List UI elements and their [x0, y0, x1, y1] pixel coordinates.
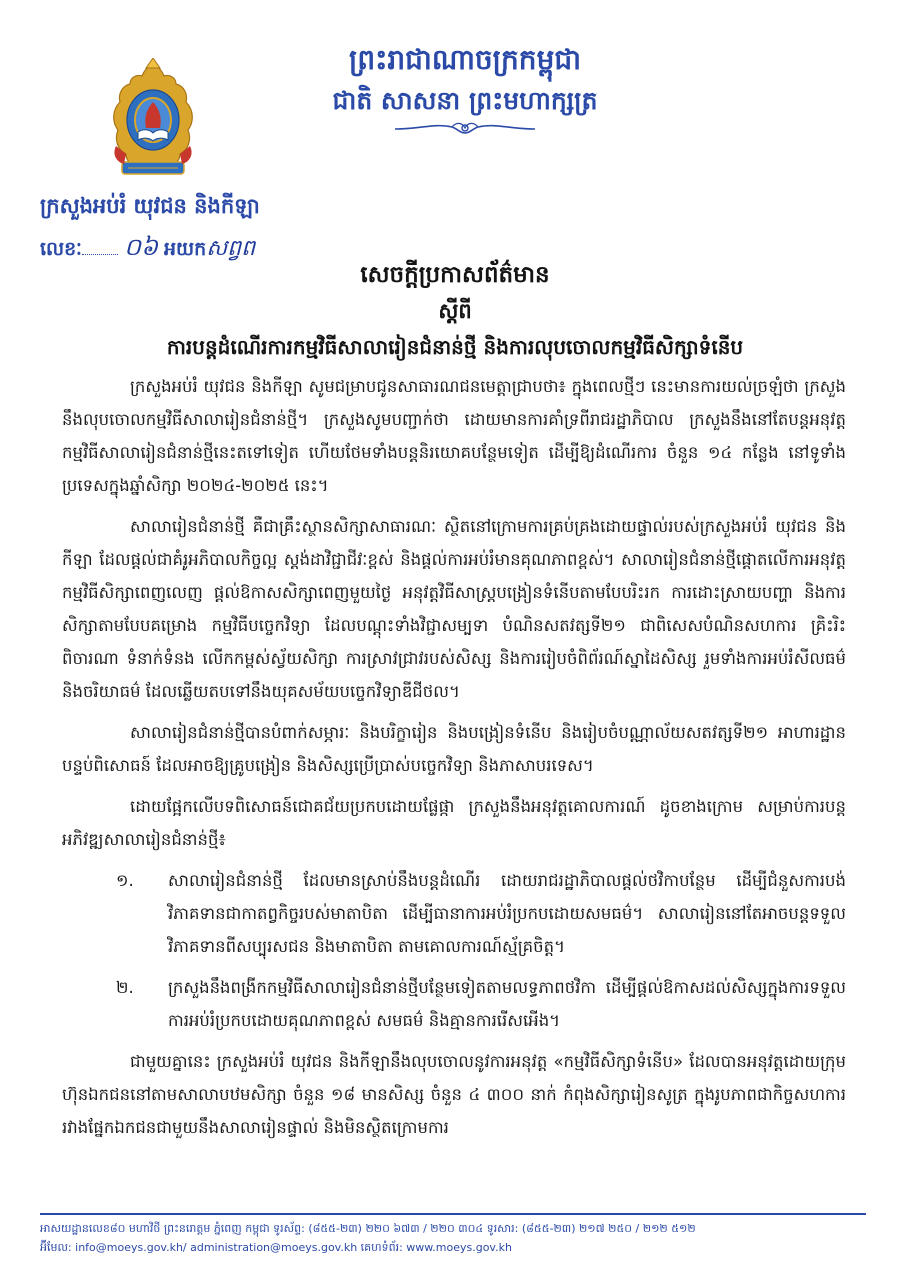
- dotted-fill: [82, 240, 118, 255]
- kingdom-name: ព្រះរាជាណាចក្រកម្ពុជា: [348, 43, 581, 76]
- reference-code-label: អយក: [163, 238, 207, 260]
- paragraph-2: សាលារៀនជំនាន់ថ្មី គឺជាគ្រឹះស្ថានសិក្សាសាធារណៈ ស្ថិតនៅក្រោមការគ្រប់គ្រងដោយផ្ទាល់របស់ក្រសួងអប់រំ យុវជន និងកីឡា ដែលផ្តល់ជាគំរូអភិបាលកិច្ចល្អ ស្តង់ដាវិជ្ជាជីវៈខ្ពស់ និងផ្តល់ការអប់រំមានគុណភាពខ្ពស់។ សាលារៀនជំនាន់ថ្មីផ្តោតលើការអនុវត្តកម្មវិធីសិក្សាពេញលេញ ផ្តល់ឱកាសសិក្សាពេញមួយថ្ងៃ អនុវត្តវិធីសាស្ត្របង្រៀនទំនើបតាមបែបរិះរក ការដោះស្រាយបញ្ហា និងការសិក្សាតាមបែបគម្រោង កម្មវិធីបច្ចេកវិទ្យា ដែលបណ្តុះទាំងវិជ្ជាសម្បទា បំណិនសតវត្សទី២១ ជាពិសេសបំណិនសហការ គ្រិះរិះពិចារណា ទំនាក់ទំនង លើកកម្ពស់ស្វ័យសិក្សា ការស្រាវជ្រាវរបស់សិស្ស និងការរៀបចំពិព័រណ៍ស្នាដៃសិស្ស រួមទាំងការអប់រំសីលធម៌ និងចរិយាធម៌ ដែលឆ្លើយតបទៅនឹងយុគសម័យបច្ចេកវិទ្យាឌីជីថល។: [62, 517, 846, 701]
- footer-address: អាសយដ្ឋានលេខ៨០ មហាវិថី ព្រះនរោត្តម ភ្នំពេញ កម្ពុជា ទូរស័ព្ទ: (៨៥៥-២៣) ២២០ ៦៧៣ / ២២០ ៣០៤ ទូរសារ: (៨៥៥-២៣) ២១៧ ២៥០ / ២១២ ៥១២: [40, 1222, 696, 1235]
- reference-number: ០៦: [123, 233, 158, 261]
- footer: [40, 1213, 866, 1257]
- document-body: [62, 370, 846, 1152]
- reference-label: លេខៈ: [40, 238, 82, 260]
- list-item-number: ១.: [116, 871, 134, 890]
- paragraph-3: សាលារៀនជំនាន់ថ្មីបានបំពាក់សម្ភារៈ និងបរិក្ខារៀន និងបង្រៀនទំនើប និងរៀបចំបណ្ណាល័យសតវត្សទី២១ អាហារដ្ឋាន បន្ទប់ពិសោធន៍ ដែលអាចឱ្យគ្រូបង្រៀន និងសិស្សប្រើប្រាស់បច្ចេកវិទ្យា និងភាសាបរទេស។: [62, 723, 846, 775]
- moeys-emblem-icon: [108, 58, 198, 182]
- list-item-text: សាលារៀនជំនាន់ថ្មី ដែលមានស្រាប់នឹងបន្តដំណើរ ដោយរាជរដ្ឋាភិបាលផ្តល់ថវិកាបន្ថែម ដើម្បីជំនួសការបង់វិភាគទានជាកាតព្វកិច្ចរបស់មាតាបិតា ដើម្បីធានាការអប់រំប្រកបដោយសមធម៌។ សាលារៀននៅតែអាចបន្តទទួលវិភាគទានពីសប្បុរសជន និងមាតាបិតា តាមគោលការណ៍ស្ម័គ្រចិត្ត។: [168, 871, 846, 956]
- closing-paragraph: ជាមួយគ្នានេះ ក្រសួងអប់រំ យុវជន និងកីឡានឹងលុបចោលនូវការអនុវត្ត «កម្មវិធីសិក្សាទំនើប» ដែលបានអនុវត្តដោយក្រុមហ៊ុនឯកជននៅតាមសាលាបឋមសិក្សា ចំនួន ១៨ មានសិស្ស ចំនួន ៤ ៣០០ នាក់ កំពុងសិក្សារៀនសូត្រ ក្នុងរូបភាពជាកិច្ចសហការរវាងផ្នែកឯកជនជាមួយនឹងសាលារៀនផ្ទាល់ និងមិនស្ថិតក្រោមការ: [62, 1052, 846, 1137]
- document-subject: ការបន្តដំណើរការកម្មវិធីសាលារៀនជំនាន់ថ្មី និងការលុបចោលកម្មវិធីសិក្សាទំនើប: [166, 335, 744, 359]
- paragraph-1: ក្រសួងអប់រំ យុវជន និងកីឡា សូមជម្រាបជូនសាធារណជនមេត្តាជ្រាបថា៖ ក្នុងពេលថ្មីៗ នេះមានការយល់ច្រឡំថា ក្រសួងនឹងលុបចោលកម្មវិធីសាលារៀនជំនាន់ថ្មី។ ក្រសួងសូមបញ្ជាក់ថា ដោយមានការគាំទ្រពីរាជរដ្ឋាភិបាល ក្រសួងនឹងនៅតែបន្តអនុវត្តកម្មវិធីសាលារៀនជំនាន់ថ្មីនេះតទៅទៀត ហើយថែមទាំងបន្តនិរយោគបន្ថែមទៀត ដើម្បីឱ្យដំណើរការ ចំនួន ១៤ កន្លែង នៅទូទាំងប្រទេសក្នុងឆ្នាំសិក្សា ២០២៤-២០២៥ នេះ។: [62, 377, 846, 495]
- reference-code-handwritten: សព្វព: [206, 236, 256, 261]
- list-item-number: ២.: [116, 978, 134, 997]
- paragraph-4: ដោយផ្អែកលើបទពិសោធន៍ជោគជ័យប្រកបដោយផ្លែផ្កា ក្រសួងនឹងអនុវត្តគោលការណ៍ ដូចខាងក្រោម សម្រាប់ការបន្តអភិវឌ្ឍសាលារៀនជំនាន់ថ្មី៖: [62, 797, 846, 849]
- national-motto: ជាតិ សាសនា ព្រះមហាក្សត្រ: [332, 86, 598, 115]
- title-block: [60, 256, 850, 366]
- ornament-divider-icon: [390, 120, 540, 138]
- list-item: [62, 864, 846, 963]
- list-item: [62, 971, 846, 1037]
- document-about: ស្តីពី: [438, 299, 472, 323]
- document-title: សេចក្តីប្រកាសព័ត៌មាន: [360, 262, 550, 288]
- kingdom-header: [300, 38, 630, 138]
- ministry-name: ក្រសួងអប់រំ យុវជន និងកីឡា: [40, 194, 260, 218]
- list-item-text: ក្រសួងនឹងពង្រីកកម្មវិធីសាលារៀនជំនាន់ថ្មីបន្ថែមទៀតតាមលទ្ធភាពថវិកា ដើម្បីផ្តល់ឱកាសដល់សិស្សក្នុងការទទួលការអប់រំប្រកបដោយគុណភាពខ្ពស់ សមធម៌ និងគ្មានការរើសអើង។: [168, 978, 846, 1030]
- footer-contact: អ៊ីមែល: info@moeys.gov.kh/ administration@moeys.gov.kh គេហទំព័រ: www.moeys.gov.kh: [40, 1241, 512, 1254]
